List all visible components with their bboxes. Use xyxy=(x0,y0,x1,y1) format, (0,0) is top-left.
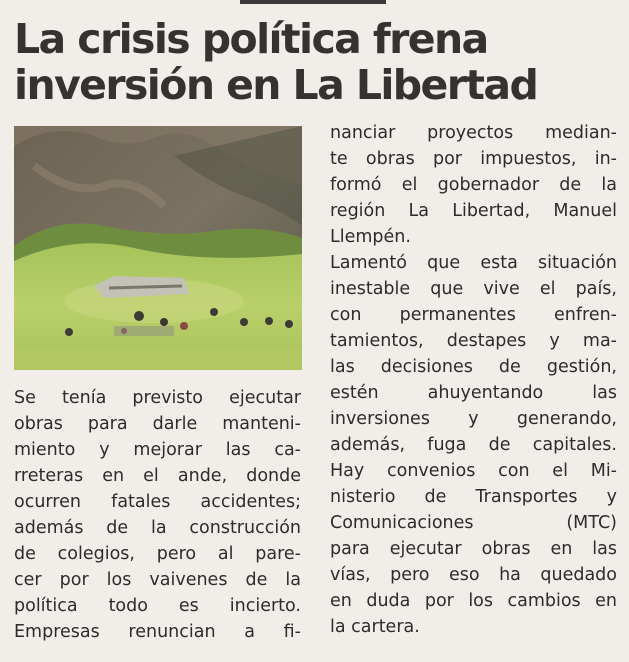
text-line: formó el gobernador de la xyxy=(330,175,617,195)
text-line: con permanentes enfren- xyxy=(330,305,617,325)
text-line: inversiones y generando, xyxy=(330,409,617,429)
text-line: la cartera. xyxy=(330,617,420,637)
headline xyxy=(14,16,619,108)
text-line: vías, pero eso ha quedado xyxy=(330,565,617,585)
article-column-left xyxy=(14,385,301,645)
text-line: Hay convenios con el Mi- xyxy=(330,461,617,481)
text-line: de colegios, pero al pare- xyxy=(14,544,301,564)
headline-line: inversión en La Libertad xyxy=(14,61,538,109)
article-photo xyxy=(14,126,302,370)
landscape-photo-icon xyxy=(14,126,302,370)
text-line: miento y mejorar las ca- xyxy=(14,440,301,460)
text-line: tamientos, destapes y ma- xyxy=(330,331,617,351)
text-line: Empresas renuncian a fi- xyxy=(14,622,301,642)
text-line: rreteras en el ande, donde xyxy=(14,466,301,486)
text-line: además de la construcción xyxy=(14,518,301,538)
text-line: estén ahuyentando las xyxy=(330,383,617,403)
text-line: política todo es incierto. xyxy=(14,596,301,616)
headline-line: La crisis política frena xyxy=(14,15,488,63)
text-line: te obras por impuestos, in- xyxy=(330,149,617,169)
text-line: región La Libertad, Manuel xyxy=(330,201,617,221)
text-line: Se tenía previsto ejecutar xyxy=(14,388,301,408)
text-line: cer por los vaivenes de la xyxy=(14,570,301,590)
text-line: obras para darle manteni- xyxy=(14,414,301,434)
text-line: las decisiones de gestión, xyxy=(330,357,617,377)
text-line: nanciar proyectos median- xyxy=(330,123,617,143)
text-line: Comunicaciones (MTC) xyxy=(330,513,617,533)
text-line: nisterio de Transportes y xyxy=(330,487,617,507)
text-line: ocurren fatales accidentes; xyxy=(14,492,301,512)
text-line: para ejecutar obras en las xyxy=(330,539,617,559)
section-rule xyxy=(240,0,386,4)
text-line: inestable que vive el país, xyxy=(330,279,617,299)
text-line: en duda por los cambios en xyxy=(330,591,617,611)
text-line: además, fuga de capitales. xyxy=(330,435,617,455)
text-line: Llempén. xyxy=(330,227,411,247)
text-line: Lamentó que esta situación xyxy=(330,253,617,273)
article-column-right xyxy=(330,120,617,640)
